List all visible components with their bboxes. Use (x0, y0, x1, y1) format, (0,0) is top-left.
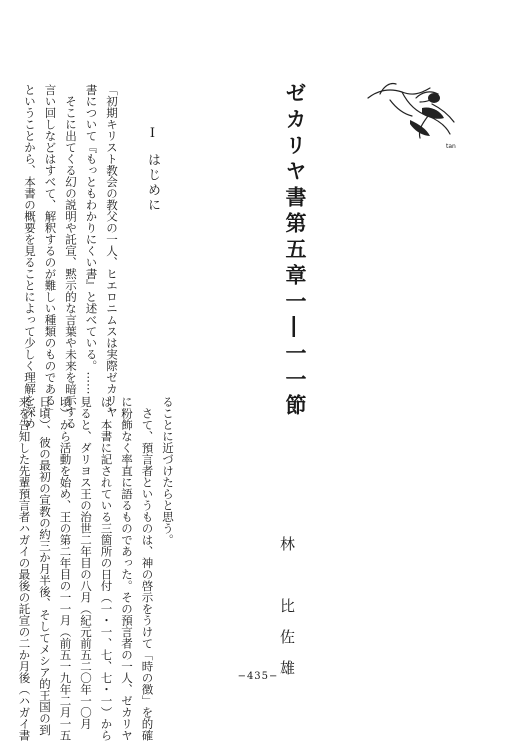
text-line: 「初期キリスト教会の教父の一人、ヒエロニムスは実際ゼカリヤ (105, 84, 119, 418)
text-line: 日頃）、彼の最初の宣教の約三か月半後、そしてメシア的王国の到 (38, 396, 52, 736)
text-line: 頃）から活動を始め、王の第二年目の一一月（前五一九年二月一五 (58, 396, 73, 741)
section-number: Ⅰ (145, 126, 160, 143)
text-line: 見ると、ダリヨス王の治世二年目の八月（紀元前五二〇年一〇月 (79, 396, 93, 730)
text-line: 書について『もっともわかりにくい書』と述べている。…… (84, 84, 99, 395)
section-heading (143, 126, 162, 213)
article-title: ゼカリヤ書第五章一―一一節 (283, 82, 308, 420)
text-line: 来を告知した先輩預言者ハガイの最後の託宣の二か月後（ハガイ書 (17, 396, 32, 741)
text-line: 言い回しなどはすべて、解釈するのが難しい種類のものである」 (43, 84, 58, 418)
text-line: ることに近づけたらと思う。 (161, 396, 175, 546)
figure-illustration (360, 68, 470, 150)
author-name: 林 比佐雄 (278, 536, 296, 691)
illustration-signature: tan (446, 143, 456, 150)
section-title: はじめに (145, 153, 160, 213)
upper-body-text (20, 84, 123, 429)
text-line: は、本書に記されている三箇所の日付（一・一、七、七・一）から (99, 396, 114, 741)
text-line: そこに出てくる幻の説明や託宣、黙示的な言葉や未来を暗示する (64, 84, 78, 429)
text-line: に粉飾なく率直に語るものであった。その預言者の一人、ゼカリヤ (120, 396, 134, 741)
text-line: さて、預言者というものは、神の啓示をうけて「時の徴」を的確 (140, 396, 155, 741)
text-line: ということから、本書の概要を見ることによって少しく理解を深め (23, 84, 37, 429)
page-number: −435− (237, 671, 279, 682)
lower-body-text (14, 396, 178, 741)
